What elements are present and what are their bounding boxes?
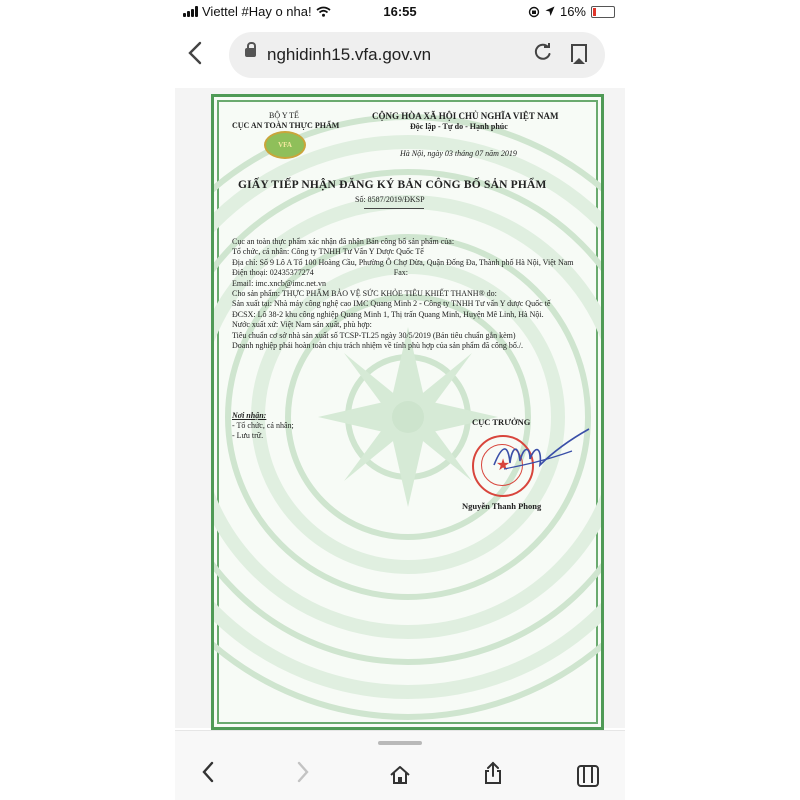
motto: Độc lập - Tự do - Hạnh phúc	[410, 122, 508, 131]
address-bar	[175, 26, 625, 84]
republic-heading: CỘNG HÒA XÃ HỘI CHỦ NGHĨA VIỆT NAM	[372, 111, 559, 121]
phone-screen	[175, 0, 625, 800]
browser-toolbar	[175, 730, 625, 800]
document-body	[232, 237, 592, 351]
back-button[interactable]	[187, 40, 215, 68]
url-text: nghidinh15.vfa.gov.vn	[267, 45, 432, 64]
issue-date: Hà Nội, ngày 03 tháng 07 năm 2019	[400, 149, 517, 158]
handwritten-signature	[484, 425, 594, 485]
body-line: ĐCSX: Lô 38-2 khu công nghiệp Quang Minh 1, Thị trấn Quang Minh, Huyện Mê Linh, Hà Nội.	[232, 309, 544, 319]
chevron-left-icon	[187, 40, 203, 66]
body-line: Tổ chức, cá nhân: Công ty TNHH Tư Vấn Y Dược Quốc Tế	[232, 247, 424, 257]
battery-icon	[591, 6, 615, 18]
home-indicator[interactable]	[378, 741, 422, 745]
share-icon[interactable]	[483, 761, 503, 785]
tabs-icon[interactable]	[577, 765, 599, 787]
title-underline	[364, 208, 424, 209]
body-line: Điện thoại: 02435377274 Fax:	[232, 268, 408, 278]
location-icon	[545, 6, 555, 17]
body-line: Doanh nghiệp phải hoàn toàn chịu trách nhiệm về tính phù hợp của sản phẩm đã công bố./.	[232, 341, 524, 351]
recipients	[232, 411, 294, 441]
chief-title: CỤC TRƯỞNG	[472, 417, 531, 427]
body-line: Email: imc.xncb@imc.net.vn	[232, 278, 327, 288]
chevron-left-icon[interactable]	[201, 761, 215, 783]
page-content	[175, 88, 625, 728]
recipient-item: - Tổ chức, cá nhân;	[232, 421, 294, 430]
rotation-lock-icon	[528, 6, 540, 18]
agency-line-2: CỤC AN TOÀN THỰC PHẨM	[232, 121, 340, 130]
bookmark-icon[interactable]	[571, 44, 587, 62]
certificate-document	[211, 94, 604, 730]
recipient-item: - Lưu trữ.	[232, 431, 264, 440]
clock: 16:55	[383, 4, 417, 19]
body-line: Địa chỉ: Số 9 Lô A Tổ 100 Hoàng Cầu, Phường Ô Chợ Dừa, Quận Đống Đa, Thành phố Hà Nội, Việt Nam	[232, 257, 574, 267]
reload-icon[interactable]	[533, 42, 553, 62]
vfa-logo: VFA	[264, 131, 306, 159]
body-line: Sản xuất tại: Nhà máy công nghệ cao IMC Quang Minh 2 - Công ty TNHH Tư vấn Y dược Quốc tế	[232, 299, 551, 309]
agency-line-1: BỘ Y TẾ	[269, 111, 299, 120]
status-bar	[175, 0, 625, 24]
document-number: Số: 8587/2019/ĐKSP	[355, 195, 425, 204]
signer-name: Nguyễn Thanh Phong	[462, 501, 542, 511]
lock-icon	[245, 48, 256, 57]
body-line: Cục an toàn thực phẩm xác nhận đã nhận Bản công bố sản phẩm của:	[232, 237, 455, 246]
body-line: Tiêu chuẩn cơ sở nhà sản xuất số TCSP-TI.25 ngày 30/5/2019 (Bản tiêu chuẩn gắn kèm)	[232, 330, 516, 340]
home-icon[interactable]	[389, 765, 411, 785]
url-field[interactable]	[229, 32, 605, 78]
battery-percent: 16%	[559, 4, 586, 19]
recipients-heading: Nơi nhận:	[232, 411, 267, 420]
carrier-name: Viettel #Hay o nha!	[202, 4, 312, 19]
stamp-star-icon: ★	[495, 457, 511, 474]
document-title: GIẤY TIẾP NHẬN ĐĂNG KÝ BẢN CÔNG BỐ SẢN PHẨM	[238, 179, 547, 191]
chevron-right-icon[interactable]	[296, 761, 310, 783]
body-line: Cho sản phẩm: THỰC PHẨM BẢO VỆ SỨC KHỎE TIÊU KHIẾT THANH® do:	[232, 289, 497, 299]
body-line: Nước xuất xứ: Việt Nam sản xuất, phù hợp:	[232, 320, 372, 330]
